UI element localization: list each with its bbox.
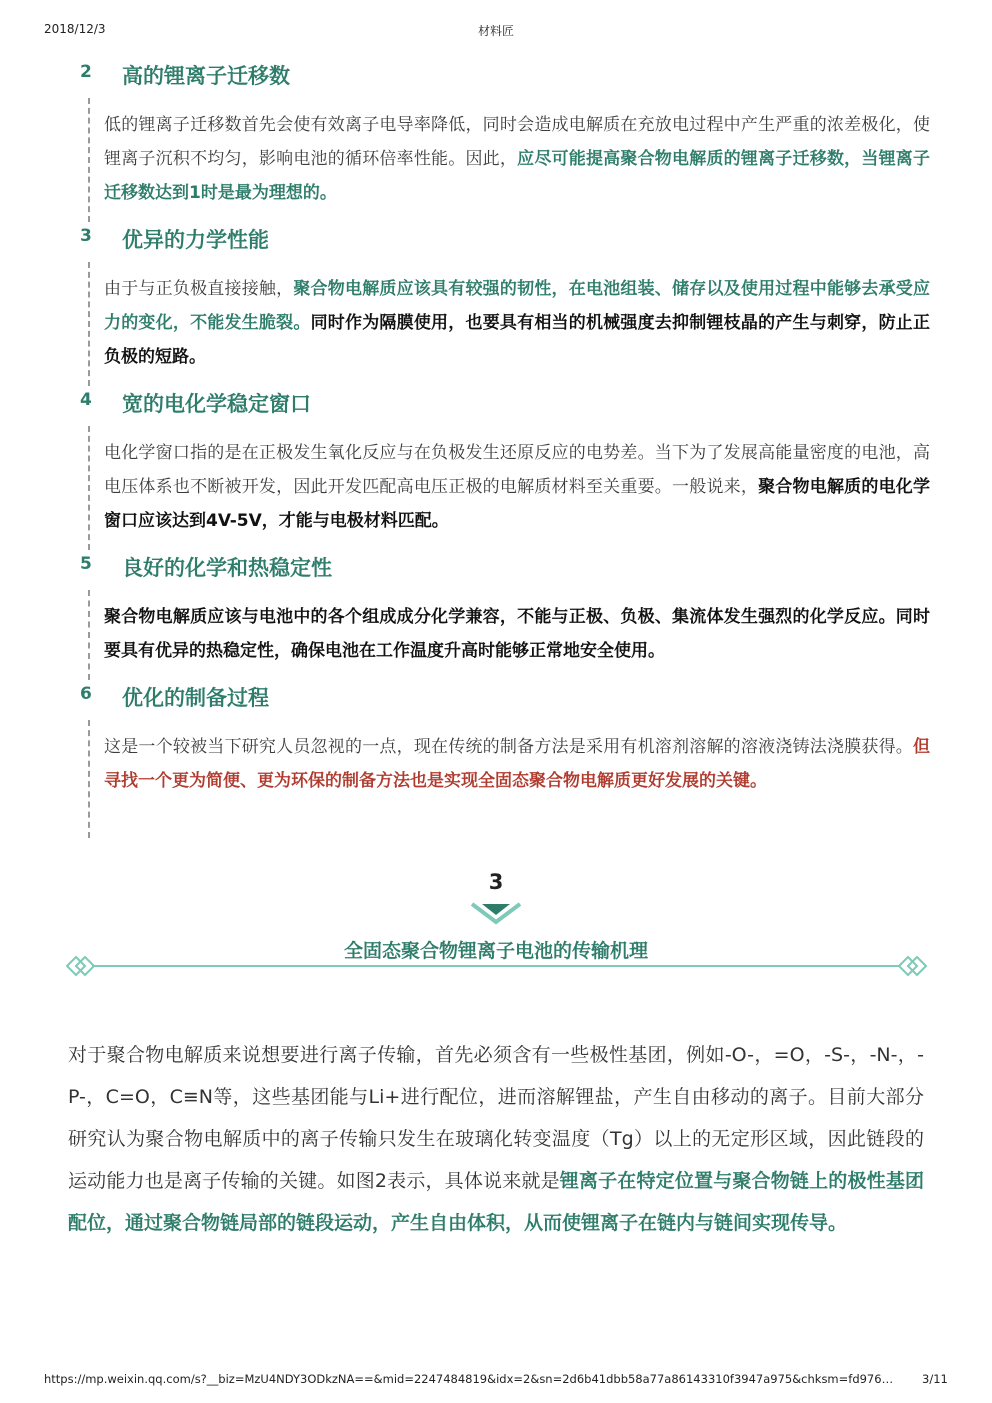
page-number: 3/11 bbox=[922, 1372, 948, 1386]
section-number: 6 bbox=[80, 684, 92, 704]
body-text: 电化学窗口指的是在正极发生氧化反应与在负极发生还原反应的电势差。当下为了发展高能量密度的电池，高电压体系也不断被开发，因此开发匹配高电压正极的电解质材料至关重要。一般说来， bbox=[104, 443, 930, 497]
section-3 bbox=[0, 222, 992, 386]
section-number: 3 bbox=[80, 226, 92, 246]
print-header bbox=[0, 22, 992, 42]
divider-line bbox=[92, 965, 900, 967]
print-title: 材料匠 bbox=[477, 24, 514, 38]
section-number: 2 bbox=[80, 62, 92, 82]
part-title: 全固态聚合物锂离子电池的传输机理 bbox=[343, 940, 648, 962]
section-header bbox=[0, 222, 992, 262]
section-number: 4 bbox=[80, 390, 92, 410]
body-text: 由于与正负极直接接触， bbox=[104, 279, 294, 299]
section-body bbox=[88, 426, 992, 550]
part-header bbox=[0, 864, 992, 984]
section-number: 5 bbox=[80, 554, 92, 574]
body-highlight-bold: 聚合物电解质应该与电池中的各个组成成分化学兼容，不能与正极、负极、集流体发生强烈的化学反应。同时要具有优异的热稳定性，确保电池在工作温度升高时能够正常地安全使用。 bbox=[104, 607, 930, 661]
diamond-ornament-icon bbox=[898, 956, 928, 976]
main-paragraph bbox=[68, 1034, 924, 1244]
paragraph-text: 对于聚合物电解质来说想要进行离子传输，首先必须含有一些极性基团，例如-O-，=O，-S-，-N-，-P-，C=O，C≡N等，这些基团能与Li+进行配位，进而溶解锂盐，产生自由移动的离子。目前大部分研究认为聚合物电解质中的离子传输只发生在玻璃化转变温度（Tg）以上的无定形区域，因此链段的运动能力也是离子传输的关键。如图2表示，具体说来就是 bbox=[68, 1044, 924, 1192]
section-body bbox=[88, 98, 992, 222]
body-highlight-green: 应尽可能提高聚合物电解质的锂离子迁移数，当锂离子迁移数达到1时是最为理想的。 bbox=[104, 149, 931, 203]
part-number: 3 bbox=[488, 870, 504, 894]
section-title: 宽的电化学稳定窗口 bbox=[122, 392, 311, 416]
section-body bbox=[88, 720, 992, 838]
body-text: 低的锂离子迁移数首先会使有效离子电导率降低，同时会造成电解质在充放电过程中产生严重的浓差极化，使锂离子沉积不均匀，影响电池的循环倍率性能。因此， bbox=[104, 115, 930, 169]
print-date: 2018/12/3 bbox=[44, 22, 106, 36]
requirements-list bbox=[0, 58, 992, 838]
section-4 bbox=[0, 386, 992, 550]
body-highlight-red: 但寻找一个更为简便、更为环保的制备方法也是实现全固态聚合物电解质更好发展的关键。 bbox=[104, 737, 930, 791]
body-highlight-green: 聚合物电解质应该具有较强的韧性，在电池组装、储存以及使用过程中能够去承受应力的变化，不能发生脆裂。 bbox=[104, 279, 931, 333]
section-body bbox=[88, 590, 992, 680]
section-5 bbox=[0, 550, 992, 680]
section-header bbox=[0, 550, 992, 590]
body-highlight-bold: 聚合物电解质的电化学窗口应该达到4V-5V，才能与电极材料匹配。 bbox=[104, 477, 931, 531]
body-text: 这是一个较被当下研究人员忽视的一点，现在传统的制备方法是采用有机溶剂溶解的溶液浇铸法浇膜获得。 bbox=[104, 737, 913, 757]
section-header bbox=[0, 680, 992, 720]
paragraph-highlight-green: 锂离子在特定位置与聚合物链上的极性基团配位，通过聚合物链局部的链段运动，产生自由体积，从而使锂离子在链内与链间实现传导。 bbox=[68, 1170, 924, 1234]
section-body bbox=[88, 262, 992, 386]
section-2 bbox=[0, 58, 992, 222]
chevron-down-icon bbox=[470, 902, 522, 926]
page-url: https://mp.weixin.qq.com/s?__biz=MzU4NDY3ODkzNA==&mid=2247484819&idx=2&sn=2d6b41dbb58a77a86143310f3947a975&chksm=fd976… bbox=[44, 1372, 894, 1386]
section-title: 优化的制备过程 bbox=[122, 686, 269, 710]
section-title: 良好的化学和热稳定性 bbox=[122, 556, 332, 580]
body-highlight-bold: 同时作为隔膜使用，也要具有相当的机械强度去抑制锂枝晶的产生与刺穿，防止正负极的短路。 bbox=[104, 313, 931, 367]
section-title: 优异的力学性能 bbox=[122, 228, 269, 252]
section-title: 高的锂离子迁移数 bbox=[122, 64, 290, 88]
section-6 bbox=[0, 680, 992, 838]
diamond-ornament-icon bbox=[66, 956, 96, 976]
section-header bbox=[0, 386, 992, 426]
section-header bbox=[0, 58, 992, 98]
